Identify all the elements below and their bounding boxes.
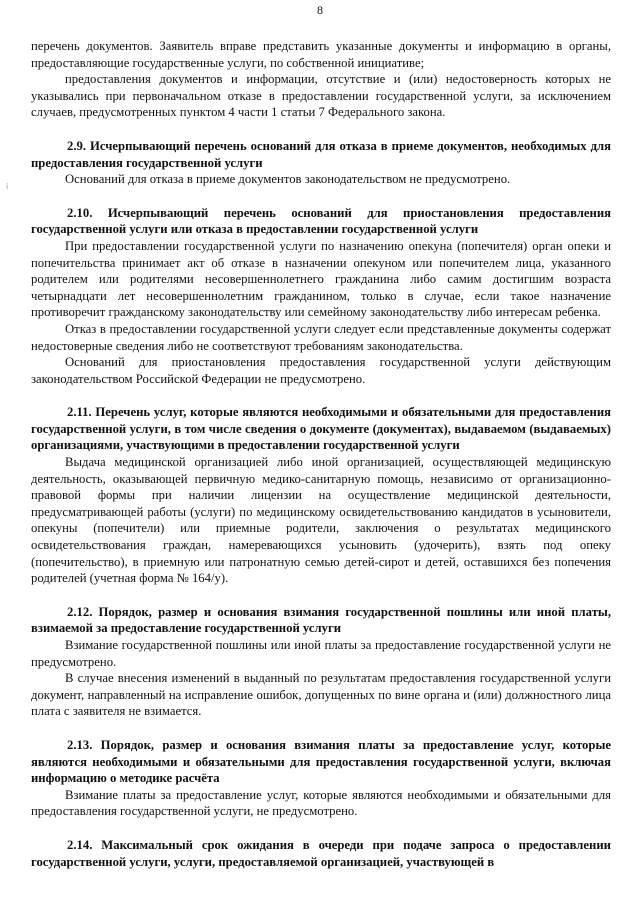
document-body [31,38,611,870]
section-heading: 2.10. Исчерпывающий перечень оснований для приостановления предоставления государственной услуги или отказа в предоставлении государственной услуги [31,205,611,237]
body-paragraph: Оснований для приостановления предоставления государственной услуги действующим законодательством Российской Федерации не предусмотрено. [31,355,611,386]
section-heading: 2.12. Порядок, размер и основания взимания государственной пошлины или иной платы, взимаемой за предоставление государственной услуги [31,604,611,636]
section-heading: 2.11. Перечень услуг, которые являются необходимыми и обязательными для предоставления государственной услуги, в том числе сведения о документе (документах), выдаваемом (выдаваемых) организациями, участвующими в предоставлении государственной услуги [31,405,611,453]
body-paragraph: Отказ в предоставлении государственной услуги следует если представленные документы содержат недостоверные сведения либо не соответствуют требованиям законодательства. [31,321,611,353]
body-paragraph: Взимание платы за предоставление услуг, которые являются необходимыми и обязательными для предоставления государственной услуги, не предусмотрено. [31,787,611,819]
section-heading: 2.13. Порядок, размер и основания взимания платы за предоставление услуг, которые являются необходимыми и обязательными для предоставления государственной услуги, включая информацию о методике расчёта [31,737,611,786]
body-paragraph: Выдача медицинской организацией либо иной организацией, осуществляющей медицинскую деятельность, оказывающей первичную медико-санитарную помощь, независимо от организационно-правовой формы при наличии лицензии на осуществление медицинской деятельности, предусматривающей работы (услуги) по медицинскому освидетельствованию кандидатов в усыновители, опекуны (попечители) или приемные родители, заключения о результатах медицинского освидетельствования граждан, намеревающихся усыновить (удочерить), взять под опеку (попечительство), в приемную или патронатную семью детей-сирот и детей, оставшихся без попечения родителей (учетная форма № 164/у). [31,455,611,586]
body-paragraph: В случае внесения изменений в выданный по результатам предоставления государственной услуги документ, направленный на исправление ошибок, допущенных по вине органа и (или) должностного лица плата с заявителя не взимается. [31,671,611,719]
body-paragraph: Оснований для отказа в приеме документов законодательством не предусмотрено. [65,172,511,187]
body-paragraph: При предоставлении государственной услуги по назначению опекуна (попечителя) орган опеки и попечительства принимает акт об отказе в назначении опекуном или попечителем лица, указанного родителем или родителями несовершеннолетнего гражданина либо самим достигшим возраста четырнадцати лет несовершеннолетним гражданином, только в случае, если такое назначение противоречит гражданскому законодательству или семейному законодательству либо интересам ребенка. [31,238,611,320]
body-paragraph: Взимание государственной пошлины или иной платы за предоставление государственной услуги не предусмотрено. [31,638,611,669]
body-paragraph: перечень документов. Заявитель вправе представить указанные документы и информацию в органы, предоставляющие государственные услуги, по собственной инициативе; [31,39,611,70]
margin-mark: ⅰ [6,182,9,191]
body-paragraph: предоставления документов и информации, отсутствие и (или) недостоверность которых не указывались при первоначальном отказе в предоставлении государственной услуги, за исключением случаев, предусмотренных пунктом 4 части 1 статьи 7 Федерального закона. [31,72,611,120]
page-number: 8 [317,3,323,17]
section-heading: 2.14. Максимальный срок ожидания в очереди при подаче запроса о предоставлении государственной услуги, услуги, предоставляемой организацией, участвующей в [31,837,611,869]
section-heading: 2.9. Исчерпывающий перечень оснований для отказа в приеме документов, необходимых для предоставления государственной услуги [31,138,611,170]
